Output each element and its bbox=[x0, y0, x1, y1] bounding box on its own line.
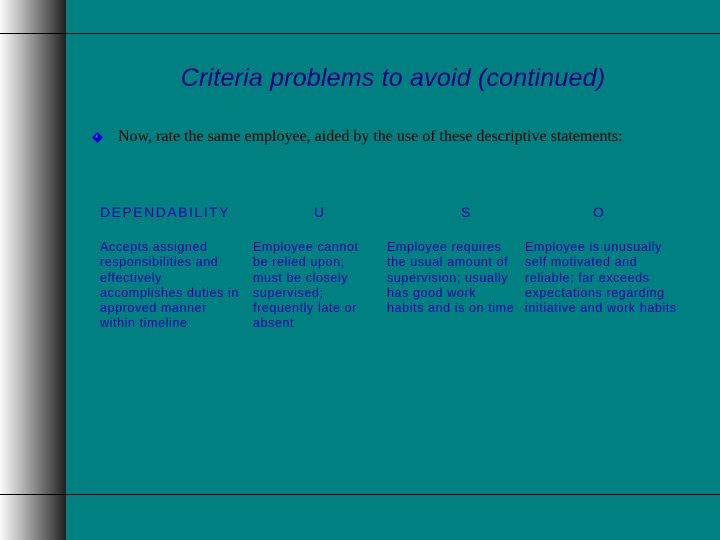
header-o: O bbox=[593, 204, 606, 220]
side-gradient-bar bbox=[0, 0, 66, 540]
header-dependability: DEPENDABILITY bbox=[100, 204, 230, 220]
criterion-description: Accepts assigned responsibilities and effectively accomplishes duties in approved manner within timeline bbox=[100, 240, 239, 331]
diamond-bullet-icon bbox=[92, 132, 103, 143]
rating-u-description: Employee cannot be relied upon; must be closely supervised; frequently late or absent bbox=[253, 240, 359, 331]
bullet-text: Now, rate the same employee, aided by the use of these descriptive statements: bbox=[118, 128, 623, 145]
bottom-rule-line bbox=[0, 494, 720, 495]
top-rule-line bbox=[0, 33, 720, 34]
rating-s-description: Employee requires the usual amount of supervision; usually has good work habits and is on time bbox=[387, 240, 515, 316]
rating-o-description: Employee is unusually self motivated and reliable; far exceeds expectations regarding initiative and work habits bbox=[525, 240, 677, 316]
header-u: U bbox=[314, 204, 326, 220]
header-s: S bbox=[461, 204, 472, 220]
slide-title: Criteria problems to avoid (continued) bbox=[180, 64, 606, 92]
